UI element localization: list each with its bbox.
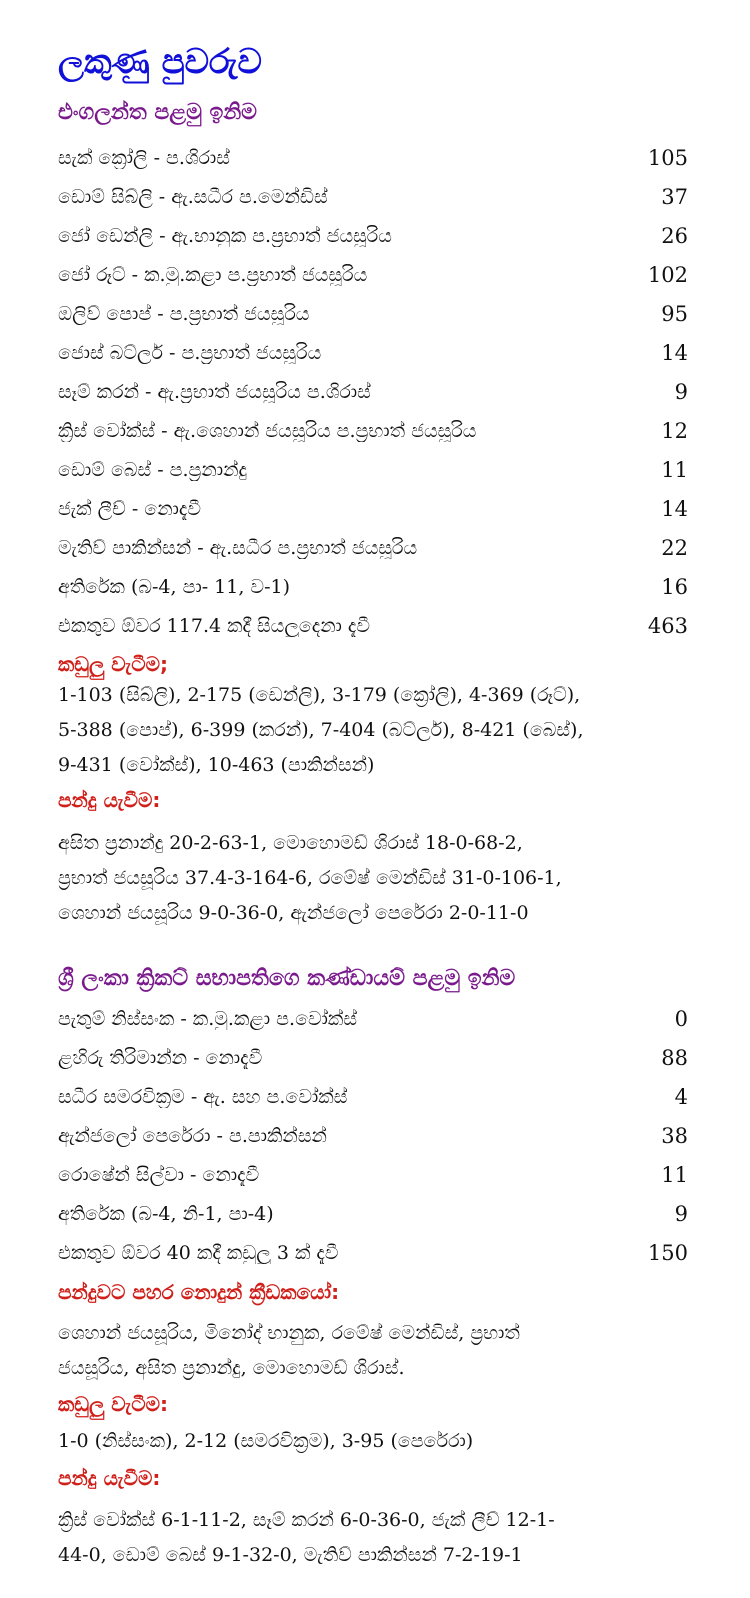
batting-row — [58, 453, 688, 487]
batting-row — [58, 1002, 688, 1036]
dnb-line: ශෙහාන් ජයසූරිය, මිනෝද් භානුක, රමේෂ් මෙන්ඩිස්, ප්‍රභාත් — [58, 1322, 520, 1344]
batsman-dismissal: රොෂේන් සිල්වා - නොදැවී — [58, 1164, 260, 1186]
batsman-dismissal: පැතුම් නිස්සංක - ක.මු.කළා ප.වෝක්ස් — [58, 1008, 358, 1030]
batsman-dismissal: ඩොම් බෙස් - ප.ප්‍රනාන්දු — [58, 459, 247, 481]
batsman-dismissal: සැක් ක්‍රෝලි - ප.ශිරාස් — [58, 147, 230, 169]
runs-value: 11 — [661, 1163, 688, 1187]
runs-value: 38 — [661, 1124, 688, 1148]
bowling-text — [58, 826, 710, 931]
batting-row — [58, 1041, 688, 1075]
batting-row — [58, 1080, 688, 1114]
extras-value: 16 — [661, 575, 688, 599]
batsman-dismissal: ඔලිව් පොප් - ප.ප්‍රභාත් ජයසූරිය — [58, 303, 310, 325]
fall-of-wickets-text — [58, 678, 710, 783]
srilanka-innings-heading: ශ්‍රී ලංකා ක්‍රිකට් සභාපතිගෙ කණ්ඩායම් පළමු ඉනිම — [58, 966, 516, 991]
total-label: එකතුව ඕවර 40 කදී කඩුලු 3 ක් දැවී — [58, 1242, 339, 1264]
extras-label: අතිරේක (බ-4, පා- 11, ව-1) — [58, 576, 291, 598]
batting-row — [58, 492, 688, 526]
batting-row — [58, 180, 688, 214]
runs-value: 12 — [661, 419, 688, 443]
bowling-line: අසිත ප්‍රනාන්දු 20-2-63-1, මොහොමඩ් ශිරාස් 18-0-68-2, — [58, 832, 523, 854]
did-not-bat-text — [58, 1316, 710, 1386]
total-row — [58, 609, 688, 643]
extras-row — [58, 1197, 688, 1231]
bowling-line: ප්‍රභාත් ජයසූරිය 37.4-3-164-6, රමේෂ් මෙන්ඩිස් 31-0-106-1, — [58, 867, 562, 889]
bowling-heading: පන්දු යැවීම: — [58, 1466, 161, 1490]
batsman-dismissal: ජැක් ලීච් - නොදැවී — [58, 498, 202, 520]
bowling-text — [58, 1503, 710, 1573]
runs-value: 102 — [647, 263, 688, 287]
fow-line: 1-103 (සිබ්ලි), 2-175 (ඩෙන්ලි), 3-179 (ක්‍රෝලි), 4-369 (රූට්), — [58, 684, 581, 706]
extras-label: අතිරේක (බ-4, නි-1, පා-4) — [58, 1203, 274, 1225]
batting-row — [58, 258, 688, 292]
total-row — [58, 1236, 688, 1270]
fow-line: 5-388 (පොප්), 6-399 (කරන්), 7-404 (බට්ලර්), 8-421 (බෙස්), — [58, 719, 584, 741]
runs-value: 37 — [661, 185, 688, 209]
fow-line: 9-431 (වෝක්ස්), 10-463 (පාකින්සන්) — [58, 754, 375, 776]
runs-value: 11 — [661, 458, 688, 482]
batsman-dismissal: ඩොම් සිබ්ලි - ඇ.සධීර ප.මෙන්ඩිස් — [58, 186, 328, 208]
runs-value: 0 — [674, 1007, 688, 1031]
total-label: එකතුව ඕවර 117.4 කදී සියලුදෙනා දැවී — [58, 615, 371, 637]
extras-value: 9 — [674, 1202, 688, 1226]
fow-line: 1-0 (නිස්සංක), 2-12 (සමරවික්‍රම), 3-95 (පෙරේරා) — [58, 1430, 474, 1452]
runs-value: 88 — [661, 1046, 688, 1070]
fall-of-wickets-text — [58, 1424, 710, 1459]
runs-value: 95 — [661, 302, 688, 326]
batting-row — [58, 414, 688, 448]
batsman-dismissal: මැතිව් පාකින්සන් - ඇ.සධීර ප.ප්‍රභාත් ජයසූරිය — [58, 537, 418, 559]
batting-row — [58, 219, 688, 253]
batsman-dismissal: ජෝ රූට් - ක.මු.කළා ප.ප්‍රභාත් ජයසූරිය — [58, 264, 368, 286]
batsman-dismissal: ළහිරු තිරිමාන්න - නොදැවී — [58, 1047, 263, 1069]
england-innings-heading: එංගලන්ත පළමු ඉනිම — [58, 100, 257, 125]
batting-row — [58, 297, 688, 331]
batting-row — [58, 531, 688, 565]
page-title: ලකුණු පුවරුව — [58, 42, 262, 82]
bowling-line: ශෙහාන් ජයසූරිය 9-0-36-0, ඇන්ජලෝ පෙරේරා 2-0-11-0 — [58, 902, 529, 924]
runs-value: 14 — [661, 497, 688, 521]
batsman-dismissal: ජෝ ඩෙන්ලි - ඇ.භානුක ප.ප්‍රභාත් ජයසූරිය — [58, 225, 392, 247]
extras-row — [58, 570, 688, 604]
batsman-dismissal: සෑම් කරන් - ඇ.ප්‍රභාත් ජයසූරිය ප.ශිරාස් — [58, 381, 371, 403]
fall-of-wickets-heading: කඩුලු වැටීම; — [58, 652, 169, 676]
batting-row — [58, 1158, 688, 1192]
runs-value: 14 — [661, 341, 688, 365]
runs-value: 105 — [647, 146, 688, 170]
batsman-dismissal: ඇන්ජලෝ පෙරේරා - ප.පාකින්සන් — [58, 1125, 327, 1147]
did-not-bat-heading: පන්දුවට පහර නොදුන් ක්‍රීඩකයෝ: — [58, 1280, 340, 1304]
batsman-dismissal: ක්‍රිස් වෝක්ස් - ඇ.ශෙහාන් ජයසූරිය ප.ප්‍රභාත් ජයසූරිය — [58, 420, 477, 442]
bowling-line: 44-0, ඩොම් බෙස් 9-1-32-0, මැතිව් පාකින්සන් 7-2-19-1 — [58, 1544, 523, 1566]
batting-row — [58, 1119, 688, 1153]
fall-of-wickets-heading: කඩුලු වැටීම: — [58, 1392, 169, 1416]
runs-value: 26 — [661, 224, 688, 248]
batting-row — [58, 336, 688, 370]
bowling-line: ක්‍රිස් වෝක්ස් 6-1-11-2, සෑම් කරන් 6-0-36-0, ජැක් ලීච් 12-1- — [58, 1509, 555, 1531]
batting-row — [58, 141, 688, 175]
batsman-dismissal: සධීර සමරවික්‍රම - ඇ. සහ ප.වෝක්ස් — [58, 1086, 348, 1108]
total-value: 150 — [647, 1241, 688, 1265]
bowling-heading: පන්දු යැවීම: — [58, 788, 161, 812]
batsman-dismissal: ජොස් බට්ලර් - ප.ප්‍රභාත් ජයසූරිය — [58, 342, 322, 364]
total-value: 463 — [647, 614, 688, 638]
runs-value: 4 — [674, 1085, 688, 1109]
batting-row — [58, 375, 688, 409]
dnb-line: ජයසූරිය, අසිත ප්‍රනාන්දු, මොහොමඩ් ශිරාස්. — [58, 1357, 405, 1379]
runs-value: 9 — [674, 380, 688, 404]
runs-value: 22 — [661, 536, 688, 560]
